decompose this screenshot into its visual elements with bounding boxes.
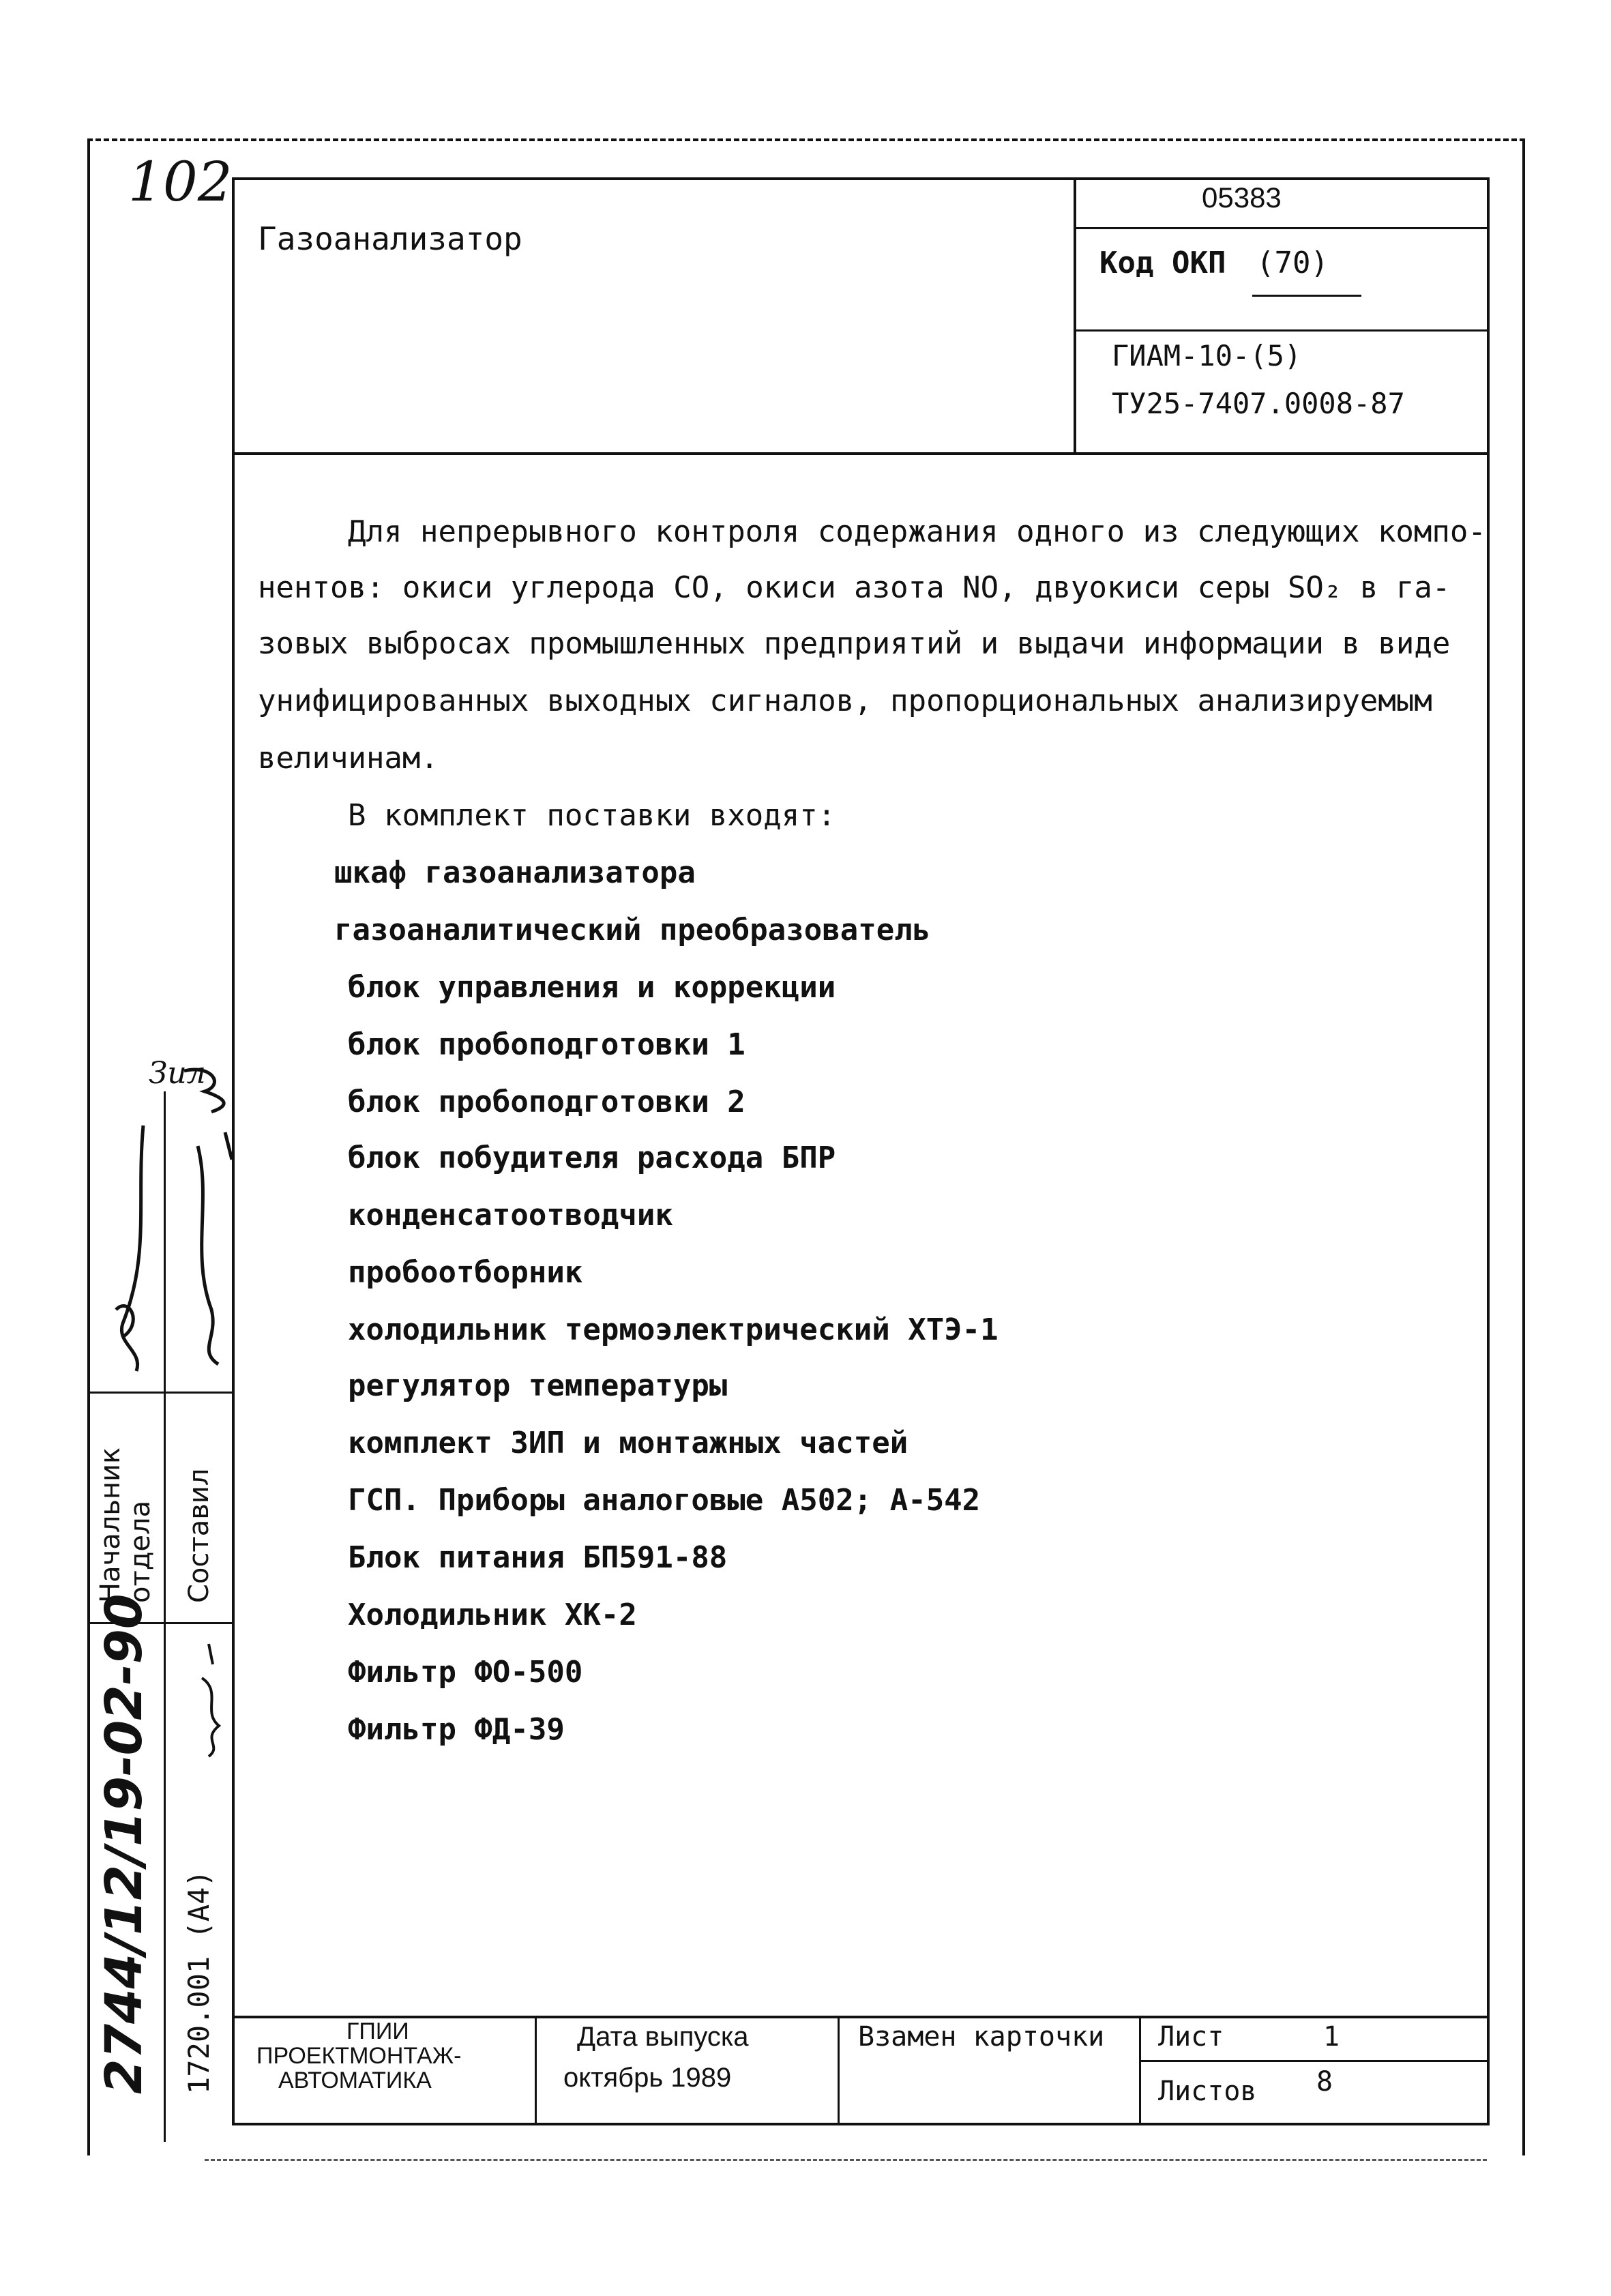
stamp-date: 2744/12/19-02-90 [95,1593,153,2094]
description-line: величинам. [258,741,439,776]
bottom-scan-line [205,2159,1487,2161]
signature-head [95,1119,164,1378]
footer-top-border [232,2016,1490,2018]
issue-date-label: Дата выпуска [577,2022,749,2052]
supply-item: пробоотборник [348,1255,583,1290]
signature-composer [171,1064,246,1378]
header-divider [232,452,1490,455]
supply-item: Фильтр ФО-500 [348,1655,583,1690]
supply-item: Фильтр ФД-39 [348,1712,565,1747]
supply-item: Блок питания БП591-88 [348,1540,728,1575]
supply-item: комплект ЗИП и монтажных частей [348,1426,908,1460]
left-margin-line [87,140,90,2155]
sheets-value: 8 [1316,2066,1333,2098]
org-line: ПРОЕКТМОНТАЖ- [256,2043,462,2069]
supply-item: ГСП. Приборы аналоговые А502; А-542 [348,1483,981,1518]
description-line: унифицированных выходных сигналов, пропорциональных анализируемым [258,683,1432,718]
card-top-border [232,177,1490,180]
header-okp-divider [1074,329,1488,332]
supply-item: блок пробоподготовки 2 [348,1085,745,1119]
supply-item: газоаналитический преобразователь [334,913,931,947]
document-title: Газоанализатор [258,220,522,257]
approval-strip-divider [164,1091,166,2142]
page-number: 102 [128,150,233,214]
right-margin-line [1522,140,1525,2155]
description-line: зовых выбросах промышленных предприятий и выдачи информации в виде [258,626,1451,661]
form-code: 1720.001 (А4) [182,1870,216,2094]
header-code-divider [1074,227,1488,229]
supply-item: блок пробоподготовки 1 [348,1027,745,1062]
document-code: 05383 [1202,181,1282,214]
okp-value: (70) [1256,246,1329,280]
supply-item: блок управления и коррекции [348,970,836,1005]
signature-date [188,1637,236,1760]
supply-item: шкаф газоанализатора [334,855,696,890]
description-line: нентов: окиси углерода СО, окиси азота NO, двуокиси серы SO₂ в га- [258,570,1451,605]
footer-col-divider [1139,2016,1141,2123]
org-line: ГПИИ [346,2018,409,2044]
head-of-department-label: Начальник отдела [95,1447,156,1603]
okp-underline [1252,295,1361,297]
replaces-card-label: Взамен карточки [858,2021,1105,2052]
sheet-value: 1 [1323,2021,1340,2052]
sheets-label: Листов [1158,2076,1257,2107]
composed-by-label: Составил [183,1468,215,1603]
header-right-column-border [1074,177,1076,454]
top-margin-line [87,138,1525,141]
supply-item: Холодильник ХК-2 [348,1598,637,1632]
issue-date-value: октябрь 1989 [563,2063,732,2093]
initials: Зил [149,1056,206,1091]
supply-item: блок побудителя расхода БПР [348,1140,836,1175]
spec-number: ТУ25-7407.0008-87 [1112,387,1405,420]
org-line: АВТОМАТИКА [278,2067,432,2093]
okp-label: Код ОКП [1099,246,1226,280]
footer-col-divider [535,2016,537,2123]
card-right-border [1487,177,1490,2125]
description-line: Для непрерывного контроля содержания одного из следующих компо- [348,514,1486,549]
footer-col-divider [838,2016,840,2123]
supply-item: холодильник термоэлектрический ХТЭ-1 [348,1312,999,1347]
card-bottom-border [232,2123,1490,2125]
model-name: ГИАМ-10-(5) [1112,339,1302,372]
sheet-label: Лист [1158,2021,1224,2052]
supply-intro: В комплект поставки входят: [348,798,836,833]
supply-item: конденсатоотводчик [348,1198,673,1233]
supply-item: регулятор температуры [348,1368,728,1403]
footer-sheet-divider [1139,2060,1488,2062]
approval-strip-line [89,1392,232,1394]
